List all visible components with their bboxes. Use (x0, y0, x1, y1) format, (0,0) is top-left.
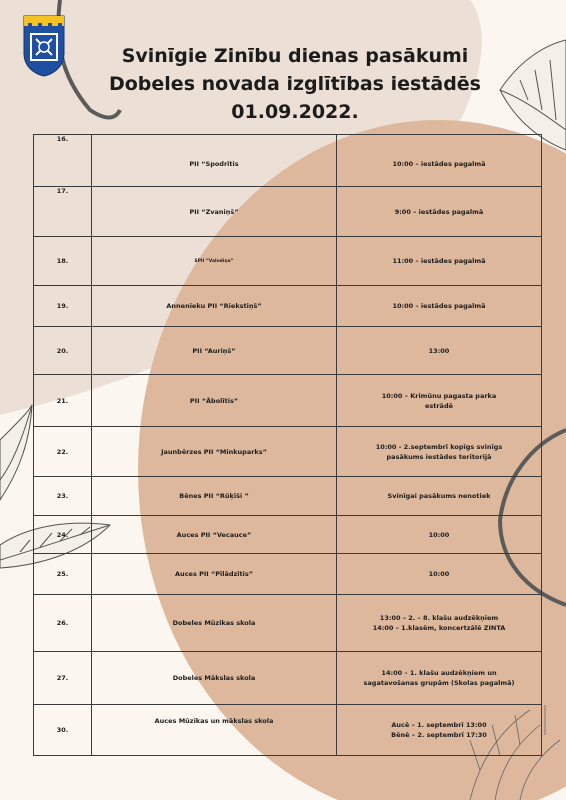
table-row (34, 135, 542, 187)
schedule-table (33, 134, 542, 756)
title-line: Svinīgie Zinību dienas pasākumi (121, 45, 469, 67)
institution-cell: Annenieku PII “Riekstiņš” (92, 286, 337, 327)
row-number: 26. (34, 595, 92, 652)
institution-cell: PII “Zvaniņš” (92, 187, 337, 237)
institution-cell: Dobeles Mūzikas skola (92, 595, 337, 652)
time-line: estrādē (424, 401, 454, 410)
page-title (95, 42, 495, 126)
table-row (34, 705, 542, 756)
time-cell (337, 237, 542, 286)
institution-cell: PII “Spodrītis (92, 135, 337, 187)
institution-cell: Auces Mūzikas un mākslas skola (92, 705, 337, 756)
table-row (34, 652, 542, 705)
time-line: 10:00 – Krimūnu pagasta parka (381, 391, 497, 400)
row-number: 22. (34, 427, 92, 477)
leaf-icon (0, 405, 32, 500)
time-cell (337, 187, 542, 237)
institution-cell: Bēnes PII “Rūķīši ” (92, 477, 337, 516)
time-cell (337, 554, 542, 595)
time-cell (337, 516, 542, 554)
time-cell (337, 595, 542, 652)
row-number: 27. (34, 652, 92, 705)
time-cell (337, 705, 542, 756)
time-line: sagatavošanas grupām (Skolas pagalmā) (363, 679, 515, 687)
table-row (34, 595, 542, 652)
table-row (34, 516, 542, 554)
time-line: 13:00 – 2. – 8. klašu audzēkņiem (379, 614, 499, 622)
row-number: 25. (34, 554, 92, 595)
time-line: Svinīgai pasākums nenotiek (387, 492, 491, 500)
table-row (34, 554, 542, 595)
institution-cell: Auces PII “Vecauce” (92, 516, 337, 554)
time-line: pasākums iestādes teritorijā (386, 452, 492, 461)
table-row (34, 237, 542, 286)
row-number: 16. (34, 135, 92, 187)
row-number: 20. (34, 327, 92, 375)
time-line: Bēnē – 2. septembrī 17:30 (391, 731, 487, 739)
row-number: 19. (34, 286, 92, 327)
time-cell (337, 286, 542, 327)
time-line: 10:00 – iestādes pagalmā (392, 159, 486, 168)
city-crest-icon (22, 14, 66, 78)
row-number: 17. (34, 187, 92, 237)
institution-cell: Auces PII “Pīlādzītis” (92, 554, 337, 595)
table-row (34, 187, 542, 237)
row-number: 18. (34, 237, 92, 286)
table-row (34, 375, 542, 427)
institution-cell: PII “Ābolītis” (92, 375, 337, 427)
institution-cell: Jaunbērzes PII “Minkuparks” (92, 427, 337, 477)
row-number: 24. (34, 516, 92, 554)
time-line: 10:00 (428, 570, 450, 578)
time-cell (337, 427, 542, 477)
time-line: 9:00 – iestādes pagalmā (394, 207, 484, 216)
time-line: 13:00 (428, 346, 450, 355)
institution-cell: SPII “Valodiņa” (92, 237, 337, 286)
time-cell (337, 477, 542, 516)
row-number: 23. (34, 477, 92, 516)
title-line: Dobeles novada izglītības iestādēs (108, 73, 481, 95)
time-cell (337, 652, 542, 705)
table-row (34, 286, 542, 327)
institution-cell: Dobeles Mākslas skola (92, 652, 337, 705)
time-line: 14:00 – 1. klašu audzēkņiem un (381, 669, 497, 677)
time-cell (337, 135, 542, 187)
time-line: 11:00 – iestādes pagalmā (392, 257, 486, 265)
table-row (34, 327, 542, 375)
time-line: 10:00 – iestādes pagalmā (392, 302, 486, 310)
time-line: 10:00 - 2.septembrī kopīgs svinīgs (375, 442, 503, 451)
time-line: Aucē – 1. septembrī 13:00 (391, 721, 487, 729)
time-cell (337, 375, 542, 427)
time-line: 14:00 – 1.klasēm, koncertzālē ZINTA (372, 624, 506, 632)
title-line: 01.09.2022. (231, 101, 359, 123)
row-number: 21. (34, 375, 92, 427)
table-row (34, 427, 542, 477)
time-cell (337, 327, 542, 375)
institution-cell: PII “Auriņš” (92, 327, 337, 375)
row-number: 30. (34, 705, 92, 756)
table-row (34, 477, 542, 516)
time-line: 10:00 (428, 530, 450, 539)
